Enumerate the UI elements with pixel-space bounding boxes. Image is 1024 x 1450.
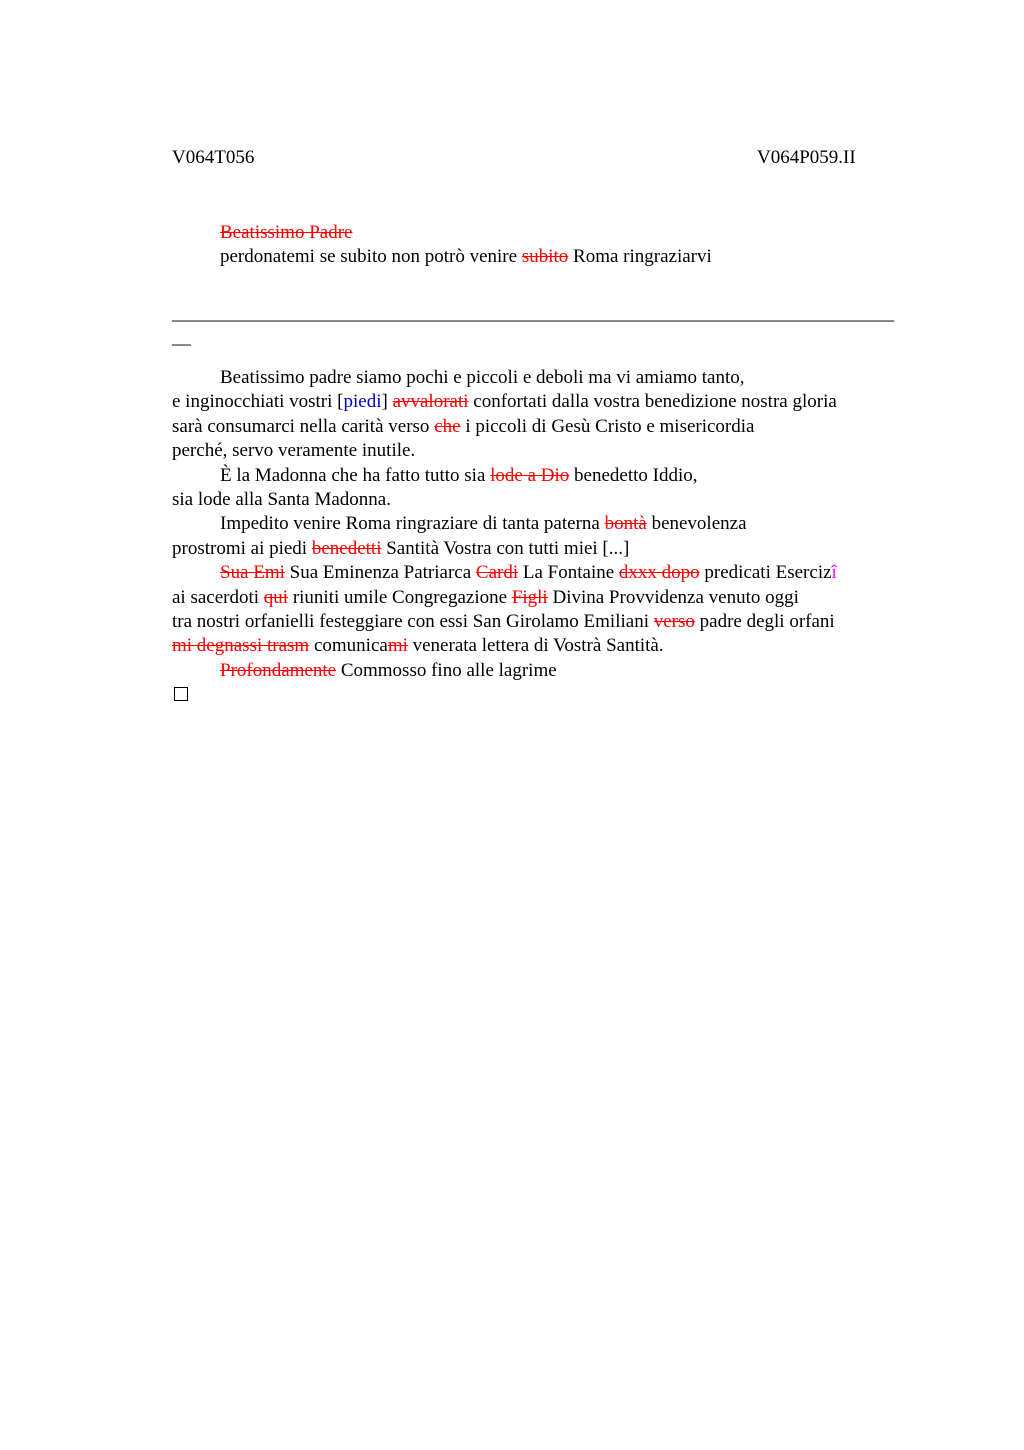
deleted-text: che [434,415,461,437]
text-run: venerata lettera di Vostrà Santità. [407,635,664,657]
deleted-text: mi degnassi trasm [172,635,310,657]
text-run: prostromi ai piedi [172,537,312,559]
body-line [172,683,902,707]
body-line [172,610,902,634]
text-run: ] [381,391,393,413]
deleted-text: verso [653,610,695,632]
text-run: Commosso fino alle lagrime [336,659,557,681]
text-run: benevolenza [646,513,747,535]
text-run: sarà consumarci nella carità verso [172,415,435,437]
deleted-text: Figli [511,586,548,608]
text-run: Impedito venire Roma ringraziare di tanta paterna [220,513,605,535]
document-code-left: V064T056 [172,147,255,168]
body-line [172,537,902,561]
deleted-text: bontà [604,513,647,535]
deleted-text: Cardi [475,562,519,584]
text-run: Divina Provvidenza venuto oggi [547,586,799,608]
deleted-text: Profondamente [220,659,337,681]
uncertain-text: î [831,562,837,584]
text-run: tra nostri orfanielli festeggiare con essi San Girolamo Emiliani [172,610,654,632]
separator-line-1: ____________________________________________________________________________ [172,303,894,324]
text-run: La Fontaine [518,562,619,584]
body-line [172,512,902,536]
body-line [172,561,902,585]
deleted-text: subito [521,246,569,268]
text-run: benedetto Iddio, [569,464,698,486]
text-run: predicati Eserciz [699,562,832,584]
body-line [172,415,902,439]
deleted-text: lode a Dio [490,464,570,486]
text-run: padre degli orfani [694,610,835,632]
text-run: perdonatemi se subito non potrò venire [220,246,522,268]
draft-fragment [172,221,902,270]
text-run: i piccoli di Gesù Cristo e misericordia [460,415,755,437]
body-line [172,464,902,488]
body-line: perché, servo veramente inutile. [172,440,416,462]
body-line [172,659,902,683]
separator-rule [172,302,894,351]
inserted-text: piedi [343,391,382,413]
body-line [172,634,902,658]
draft-line-1 [172,221,902,245]
text-run: È la Madonna che ha fatto tutto sia [220,464,491,486]
text-run: Sua Eminenza Patriarca [284,562,476,584]
text-run: comunica [309,635,388,657]
body-line [172,586,902,610]
text-run: ai sacerdoti [172,586,264,608]
deleted-text: benedetti [311,537,382,559]
deleted-text: qui [263,586,289,608]
body-line [172,390,902,414]
body-line: sia lode alla Santa Madonna. [172,488,391,510]
draft-line-2 [172,245,902,269]
text-run: e inginocchiati vostri [ [172,391,344,413]
text-run: Santità Vostra con tutti miei [...] [381,537,630,559]
text-run: riuniti umile Congregazione [288,586,512,608]
text-run: Roma ringraziarvi [568,246,712,268]
deleted-text: Beatissimo Padre [220,222,353,243]
letter-body [172,366,902,707]
text-run: confortati dalla vostra benedizione nostra gloria [468,391,837,413]
deleted-text: mi [387,635,408,657]
deleted-text: Sua Emi [220,562,285,584]
checkbox-square[interactable] [174,687,188,701]
separator-line-2: __ [172,327,191,349]
deleted-text: dxxx dopo [618,562,700,584]
document-code-right: V064P059.II [757,147,856,168]
body-line: Beatissimo padre siamo pochi e piccoli e deboli ma vi amiamo tanto, [220,367,745,388]
deleted-text: avvalorati [392,391,469,413]
